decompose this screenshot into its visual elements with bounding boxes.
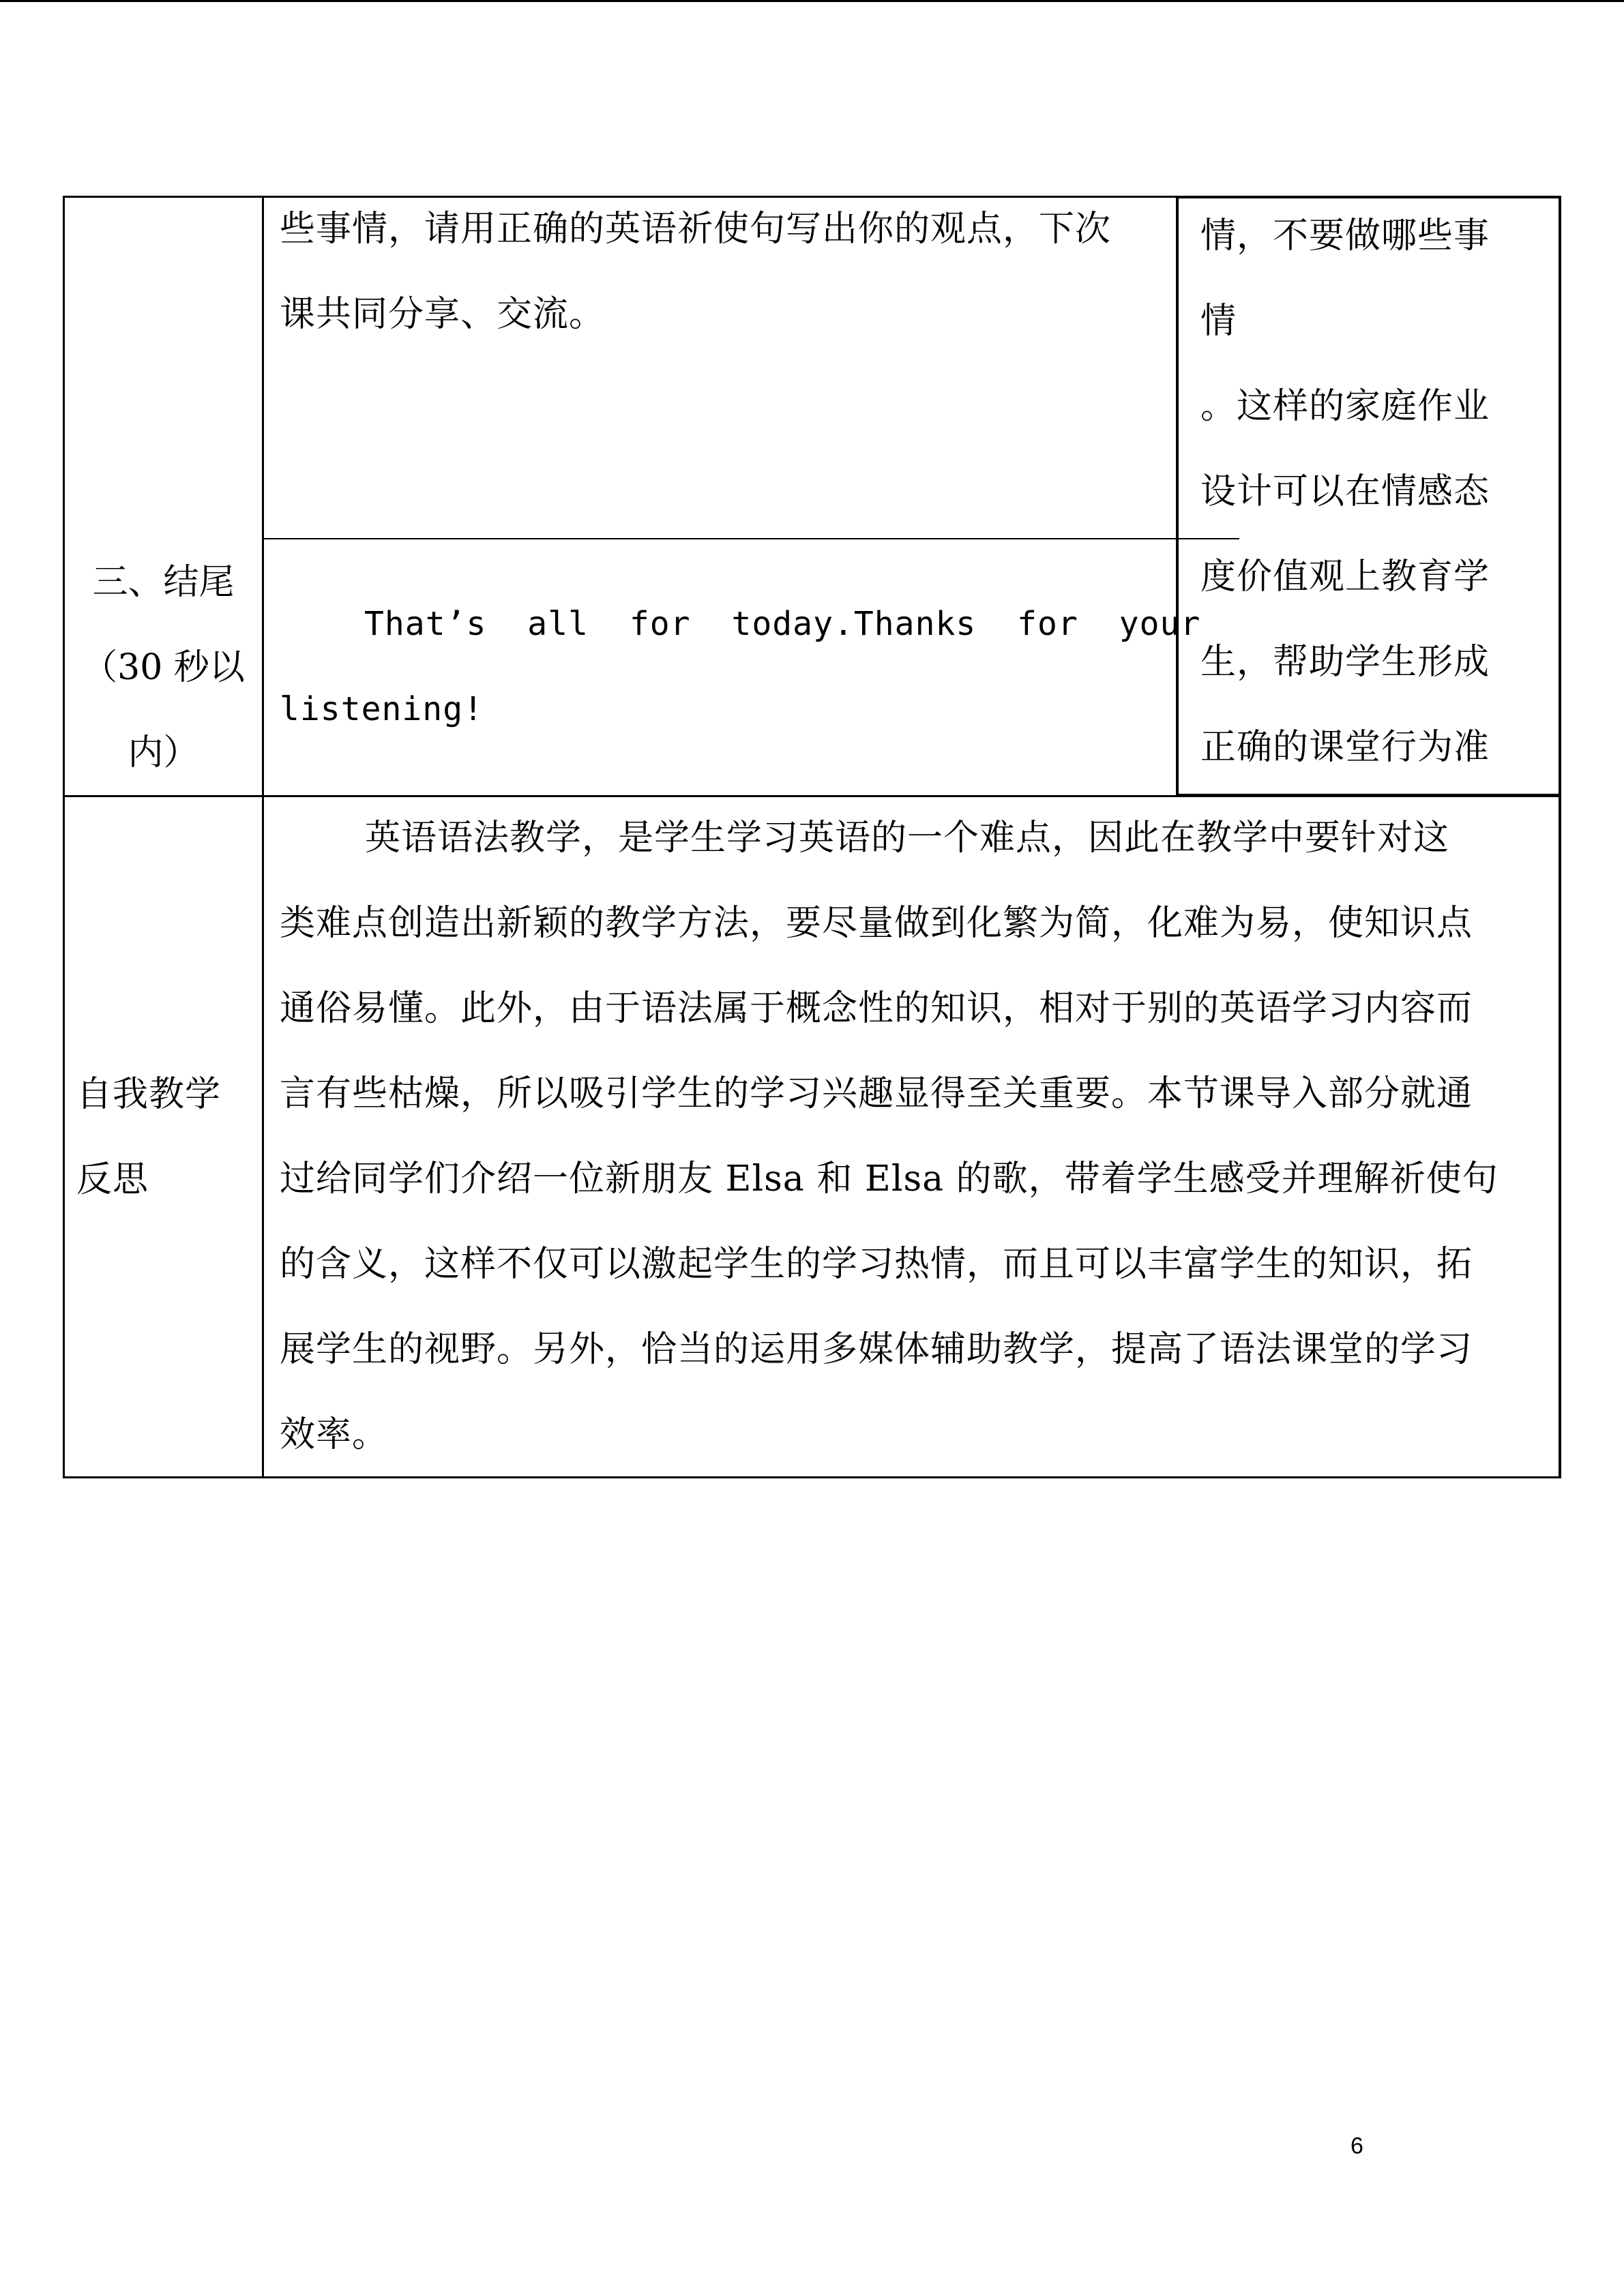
reflection-label-line-2: 反思 <box>76 1159 149 1200</box>
design-note-line-2: 情 <box>1200 301 1237 342</box>
homework-content <box>280 187 1170 357</box>
design-note-line-7: 正确的课堂行为准 <box>1200 727 1490 768</box>
reflection-label-line-1: 自我教学 <box>76 1074 222 1115</box>
reflection-line-7: 展学生的视野。另外，恰当的运用多媒体辅助教学，提高了语法课堂的学习 <box>280 1329 1473 1370</box>
label-column-divider <box>262 196 264 1478</box>
ending-line-2: listening! <box>280 690 484 728</box>
reflection-content <box>280 796 1555 1478</box>
ending-label-line-3: 内） <box>128 732 199 773</box>
reflection-line-8: 效率。 <box>280 1414 389 1455</box>
design-note-line-5: 度价值观上教育学 <box>1200 556 1490 597</box>
lesson-plan-table <box>63 196 1561 1478</box>
ending-content <box>280 582 1226 752</box>
reflection-line-5: 过给同学们介绍一位新朋友 Elsa 和 Elsa 的歌，带着学生感受并理解祈使句 <box>280 1159 1498 1199</box>
reflection-line-4: 言有些枯燥，所以吸引学生的学习兴趣显得至关重要。本节课导入部分就通 <box>280 1073 1473 1114</box>
page-top-border <box>0 0 1624 2</box>
design-note-line-4: 设计可以在情感态 <box>1200 471 1490 512</box>
design-note-line-6: 生，帮助学生形成 <box>1200 642 1490 683</box>
reflection-line-2: 类难点创造出新颖的教学方法，要尽量做到化繁为简，化难为易，使知识点 <box>280 903 1473 944</box>
reflection-line-3: 通俗易懂。此外，由于语法属于概念性的知识，相对于别的英语学习内容而 <box>280 988 1473 1029</box>
design-note <box>1200 194 1555 790</box>
row-divider-homework-ending <box>263 538 1239 539</box>
page-number: 6 <box>1350 2133 1363 2159</box>
ending-section-label <box>65 540 262 796</box>
table-right-border <box>1559 196 1561 1478</box>
design-note-line-1: 情，不要做哪些事 <box>1200 215 1490 256</box>
reflection-section-label <box>76 1052 261 1223</box>
reflection-line-1: 英语语法教学，是学生学习英语的一个难点，因此在教学中要针对这 <box>365 818 1450 859</box>
ending-label-line-1: 三、结尾 <box>92 562 235 603</box>
homework-line-2: 课共同分享、交流。 <box>280 294 606 335</box>
design-note-line-3: 。这样的家庭作业 <box>1200 386 1490 427</box>
reflection-line-6: 的含义，这样不仅可以激起学生的学习热情，而且可以丰富学生的知识，拓 <box>280 1244 1473 1285</box>
table-left-border <box>63 196 65 1478</box>
homework-line-1: 些事情，请用正确的英语祈使句写出你的观点，下次 <box>280 209 1112 250</box>
ending-line-1: That’s all for today.Thanks for your <box>364 605 1201 643</box>
ending-label-line-2: （30 秒以 <box>82 647 245 688</box>
